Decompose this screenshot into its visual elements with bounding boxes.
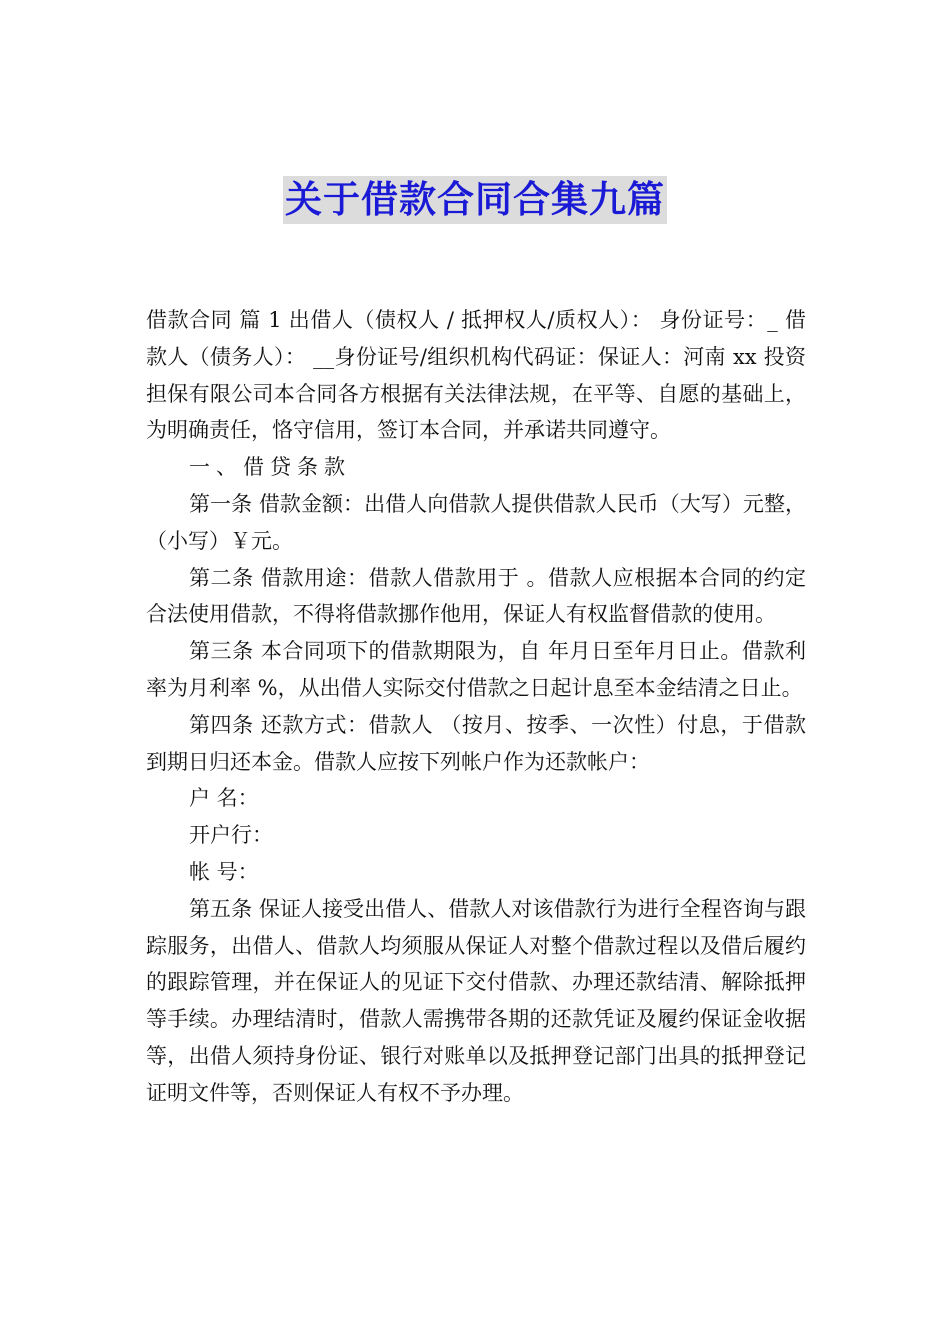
paragraph-article-2: 第二条 借款用途：借款人借款用于 。借款人应根据本合同的约定合法使用借款，不得将借款挪作他用，保证人有权监督借款的使用。	[146, 565, 806, 627]
paragraph-article-1: 第一条 借款金额：出借人向借款人提供借款人民币（大写）元整，（小写）￥元。	[146, 491, 806, 553]
title-container	[0, 176, 950, 224]
paragraph-article-3: 第三条 本合同项下的借款期限为，自 年月日至年月日止。借款利率为月利率 %，从出借人实际交付借款之日起计息至本金结清之日止。	[146, 639, 806, 700]
field-bank: 开户行：	[189, 823, 273, 848]
document-title: 关于借款合同合集九篇	[283, 176, 667, 224]
field-account-number: 帐 号：	[189, 859, 259, 884]
paragraph-article-5: 第五条 保证人接受出借人、借款人对该借款行为进行全程咨询与跟踪服务，出借人、借款人均须服从保证人对整个借款过程以及借后履约的跟踪管理，并在保证人的见证下交付借款、办理还款结清、解除抵押等手续。办理结清时，借款人需携带各期的还款凭证及履约保证金收据等，出借人须持身份证、银行对账单以及抵押登记部门出具的抵押登记证明文件等，否则保证人有权不予办理。	[146, 896, 806, 1105]
paragraph-article-4: 第四条 还款方式：借款人 （按月、按季、一次性）付息，于借款到期日归还本金。借款人应按下列帐户作为还款帐户：	[146, 712, 806, 774]
paragraph-intro: 借款合同 篇 1 出借人（债权人 / 抵押权人/质权人）： 身份证号：_ 借款人（债务人）： __身份证号/组织机构代码证：保证人：河南 xx 投资担保有限公司本合同各方根据有关法律法规，在平等、自愿的基础上，为明确责任，恪守信用，签订本合同，并承诺共同遵守。	[146, 308, 806, 443]
field-account-name: 户 名：	[189, 786, 259, 811]
document-body	[146, 302, 806, 1112]
section-heading-loan-terms: 一、借贷条款	[189, 455, 351, 480]
